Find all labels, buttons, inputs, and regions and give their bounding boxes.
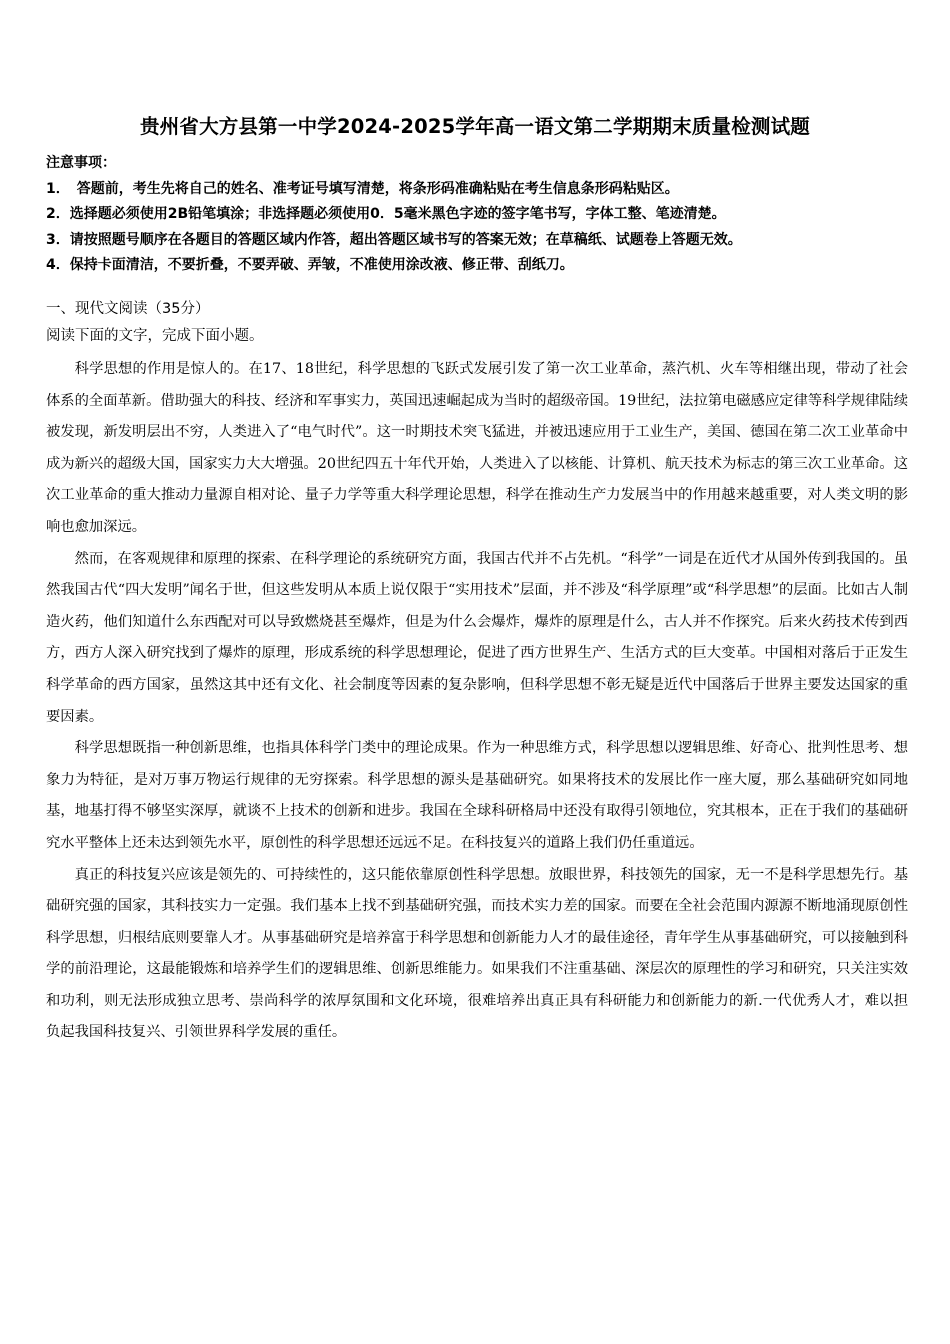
- notice-item-2: 2．选择题必须使用2B铅笔填涂；非选择题必须使用0．5毫米黑色字迹的签字笔书写，字体工整、笔迹清楚。: [46, 206, 726, 222]
- notice-heading: 注意事项：: [46, 155, 116, 171]
- article-paragraph-3: 科学思想既指一种创新思维，也指具体科学门类中的理论成果。作为一种思维方式，科学思想以逻辑思维、好奇心、批判性思考、想象力为特征，是对万事万物运行规律的无穷探索。科学思想的源头是基础研究。如果将技术的发展比作一座大厦，那么基础研究如同地基，地基打得不够坚实深厚，就谈不上技术的创新和进步。我国在全球科研格局中还没有取得引领地位，究其根本，正在于我们的基础研究水平整体上还未达到领先水平，原创性的科学思想还远远不足。在科技复兴的道路上我们仍任重道远。: [46, 740, 908, 851]
- section-heading: 一、现代文阅读（35分）: [46, 301, 210, 317]
- notice-block: [46, 151, 916, 279]
- reading-article: [46, 354, 908, 1049]
- notice-item-4: 4．保持卡面清洁，不要折叠，不要弄破、弄皱，不准使用涂改液、修正带、刮纸刀。: [46, 257, 574, 273]
- article-paragraph-1: 科学思想的作用是惊人的。在17、18世纪，科学思想的飞跃式发展引发了第一次工业革命，蒸汽机、火车等相继出现，带动了社会体系的全面革新。借助强大的科技、经济和军事实力，英国迅速崛起成为当时的超级帝国。19世纪，法拉第电磁感应定律等科学规律陆续被发现，新发明层出不穷，人类进入了“电气时代”。这一时期技术突飞猛进，并被迅速应用于工业生产，美国、德国在第二次工业革命中成为新兴的超级大国，国家实力大大增强。20世纪四五十年代开始，人类进入了以核能、计算机、航天技术为标志的第三次工业革命。这次工业革命的重大推动力量源自相对论、量子力学等重大科学理论思想，科学在推动生产力发展当中的作用越来越重要，对人类文明的影响也愈加深远。: [46, 361, 908, 535]
- notice-item-1: 1． 答题前，考生先将自己的姓名、准考证号填写清楚，将条形码准确粘贴在考生信息条形码粘贴区。: [46, 180, 679, 197]
- notice-item-3: 3．请按照题号顺序在各题目的答题区域内作答，超出答题区域书写的答案无效；在草稿纸、试题卷上答题无效。: [46, 231, 742, 248]
- document-title: 贵州省大方县第一中学2024-2025学年高一语文第二学期期末质量检测试题: [139, 115, 811, 138]
- section-instruction: 阅读下面的文字，完成下面小题。: [46, 328, 264, 344]
- article-paragraph-2: 然而，在客观规律和原理的探索、在科学理论的系统研究方面，我国古代并不占先机。“科学”一词是在近代才从国外传到我国的。虽然我国古代“四大发明”闻名于世，但这些发明从本质上说仅限于“实用技术”层面，并不涉及“科学原理”或“科学思想”的层面。比如古人制造火药，他们知道什么东西配对可以导致燃烧甚至爆炸，但是为什么会爆炸，爆炸的原理是什么，古人并不作探究。后来火药技术传到西方，西方人深入研究找到了爆炸的原理，形成系统的科学思想理论，促进了西方世界生产、生活方式的巨大变革。中国相对落后于正发生科学革命的西方国家，虽然这其中还有文化、社会制度等因素的复杂影响，但科学思想不彰无疑是近代中国落后于世界主要发达国家的重要因素。: [46, 550, 908, 725]
- article-paragraph-4: 真正的科技复兴应该是领先的、可持续性的，这只能依靠原创性科学思想。放眼世界，科技领先的国家，无一不是科学思想先行。基础研究强的国家，其科技实力一定强。我们基本上找不到基础研究强，而技术实力差的国家。而要在全社会范围内源源不断地涌现原创性科学思想，归根结底则要靠人才。从事基础研究是培养富于科学思想和创新能力人才的最佳途径，青年学生从事基础研究，可以接触到科学的前沿理论，这最能锻炼和培养学生们的逻辑思维、创新思维能力。如果我们不注重基础、深层次的原理性的学习和研究，只关注实效和功利，则无法形成独立思考、崇尚科学的浓厚氛围和文化环境，很难培养出真正具有科研能力和创新能力的新.一代优秀人才，难以担负起我国科技复兴、引领世界科学发展的重任。: [46, 866, 908, 1041]
